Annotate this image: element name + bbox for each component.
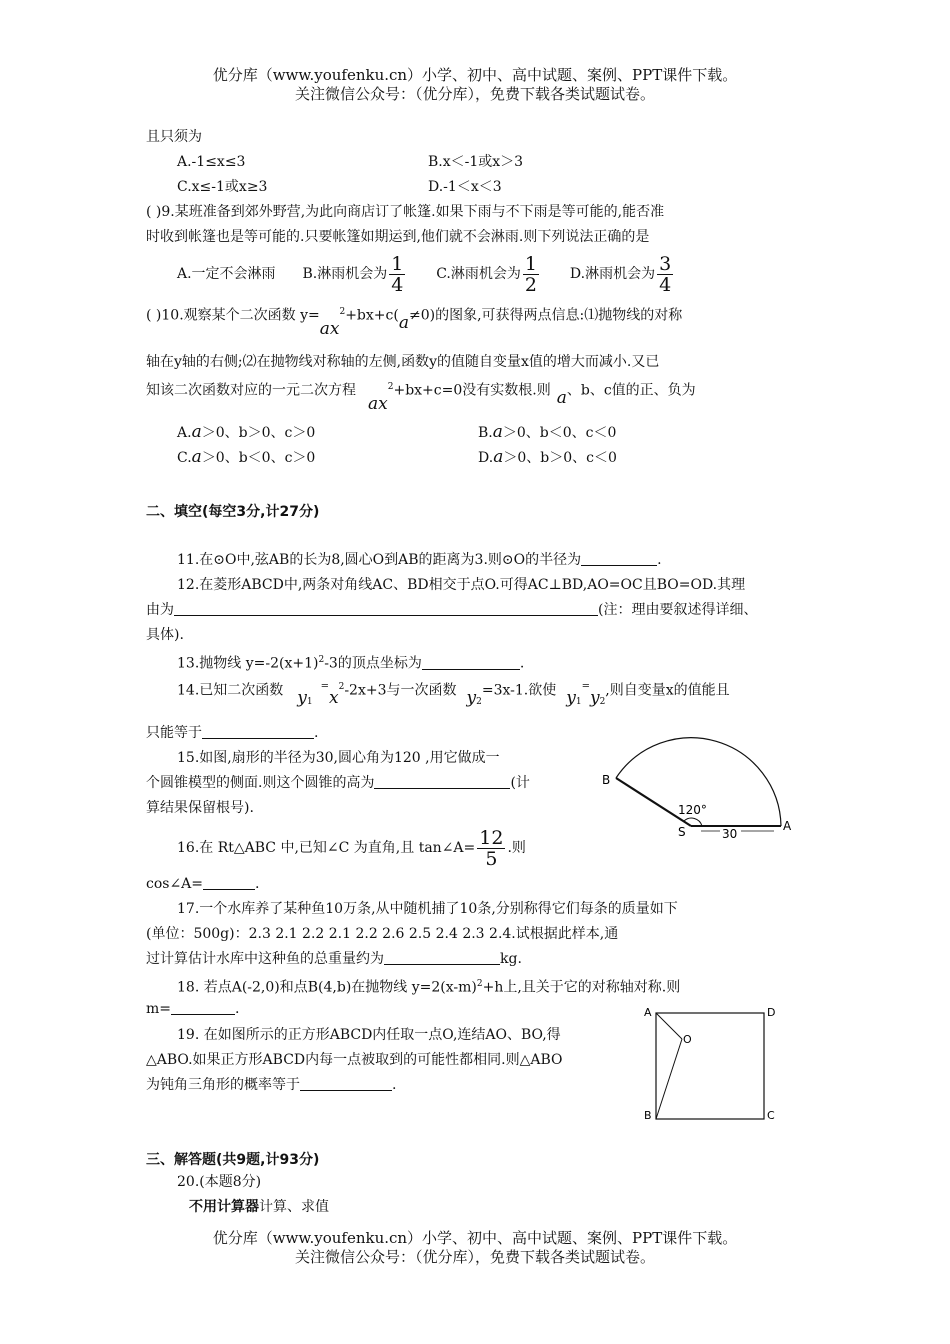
label-b: B [602,773,611,787]
q9-option-a: A.一定不会淋雨 [177,266,276,282]
section-2-title: 二、填空(每空3分,计27分) [146,504,320,520]
q17-answer-blank[interactable] [384,950,500,965]
q14-line-1: 14.已知二次函数 $y_1^=x^2-2x+3$与一次函数 $y_2=3x-1$.欲使 $y_1^=y_2$,则自变量x的值能且 [177,680,730,708]
q11: 11.在⊙O中,弦AB的长为8,圆心O到AB的距离为3.则⊙O的半径为 . [177,552,662,568]
q13-answer-blank[interactable] [422,655,520,670]
q16-answer-blank[interactable] [203,875,255,890]
q8-option-c: C.x≤-1或x≥3 [177,179,268,195]
q17-line-2: (单位：500g)：2.3 2.1 2.2 2.1 2.2 2.6 2.5 2.4 2.3 2.4.试根据此样本,通 [146,926,619,942]
page-footer [0,1229,950,1267]
q9-option-b: B.淋雨机会为 [302,266,388,282]
q9-fraction-c: $\frac{1}{2}$ [524,252,537,296]
q8-option-b: B.x＜-1或x＞3 [428,154,524,170]
q10-option-c: C.a＞0、b＜0、c＞0 [177,447,316,467]
sector-figure [598,730,798,840]
footer-line-1: 优分库（www.youfenku.cn）小学、初中、高中试题、案例、PPT课件下载。 [212,1229,738,1247]
q18-line-2: m= . [146,1001,240,1017]
q15-line-3: 算结果保留根号). [146,800,254,816]
label-radius: 30 [722,827,738,840]
q14-answer-blank[interactable] [202,724,314,739]
q18-line-1: 18. 若点A(-2,0)和点B(4,b)在抛物线 $y=2(x-m)^2+h$上,且关于它的对称轴对称.则 [177,979,681,996]
q11-answer-blank[interactable] [581,551,657,566]
q9-line-2: 时收到帐篷也是等可能的.只要帐篷如期运到,他们就不会淋雨.则下列说法正确的是 [146,229,650,245]
label-d: D [767,1006,776,1019]
q14-line-2: 只能等于 . [146,725,319,741]
q9-line-1: ( )9.某班准备到郊外野营,为此向商店订了帐篷.如果下雨与不下雨是等可能的,能否准 [146,204,665,220]
label-c: C [767,1109,775,1122]
label-a: A [783,819,792,833]
q16-line-1: 16.在 Rt△ABC 中,已知∠C 为直角,且 tan∠A= $\frac{12}{5}$ .则 [177,826,526,870]
q10-option-a: A.a＞0、b＞0、c＞0 [177,422,316,442]
q9-fraction-d: $\frac{3}{4}$ [659,252,672,296]
q20-instruction: 不用计算器计算、求值 [189,1199,329,1215]
q15-answer-blank[interactable] [374,774,510,789]
page-header [0,66,950,104]
q17-line-1: 17.一个水库养了某种鱼10万条,从中随机捕了10条,分别称得它们每条的质量如下 [177,901,678,917]
q10-line-3: 知该二次函数对应的一元二次方程$ax^2+bx+c=0$没有实数根.则 a、b、c值的正、负为 [146,382,696,414]
header-line-1: 优分库（www.youfenku.cn）小学、初中、高中试题、案例、PPT课件下载。 [212,66,738,84]
q10-option-b: B.a＞0、b＜0、c＜0 [478,422,617,442]
q10-line-1: ( )10.观察某个二次函数 $y=ax^2+bx+c(a\ne 0)$的图象,可获得两点信息:⑴抛物线的对称 [146,307,683,339]
q9-fraction-b: $\frac{1}{4}$ [391,252,404,296]
q16-fraction: $\frac{12}{5}$ [479,826,504,870]
q12-line-3: 具体). [146,627,184,643]
q19-line-1: 19. 在如图所示的正方形ABCD内任取一点O,连结AO、BO,得 [177,1027,561,1043]
q9-options [177,252,675,296]
label-s: S [678,825,686,839]
q9-option-c: C.淋雨机会为 [436,266,521,282]
q12-answer-blank[interactable] [174,601,598,616]
footer-line-2: 关注微信公众号：（优分库），免费下载各类试题试卷。 [294,1248,655,1266]
q10-line-2: 轴在y轴的右侧;⑵在抛物线对称轴的左侧,函数y的值随自变量x值的增大而减小.又已 [146,354,660,370]
header-line-2: 关注微信公众号：（优分库），免费下载各类试题试卷。 [294,85,655,103]
q20-title: 20.(本题8分) [177,1174,262,1190]
label-a: A [644,1006,652,1019]
q19-answer-blank[interactable] [300,1076,392,1091]
q19-line-3: 为钝角三角形的概率等于 . [146,1077,397,1093]
square-figure [640,1004,780,1124]
q8-tail: 且只须为 [146,129,202,145]
label-b: B [644,1109,652,1122]
q8-option-d: D.-1＜x＜3 [428,179,502,195]
q19-line-2: △ABO.如果正方形ABCD内每一点被取到的可能性都相同.则△ABO [146,1052,563,1068]
q16-line-2: cos∠A= . [146,876,260,892]
segment-bo [656,1039,682,1119]
q18-answer-blank[interactable] [171,1000,235,1015]
q8-option-a: A.-1≤x≤3 [177,154,246,170]
q15-line-2: 个圆锥模型的侧面.则这个圆锥的高为 (计 [146,775,530,791]
label-o: O [683,1033,692,1046]
label-angle: 120° [678,803,707,817]
q15-line-1: 15.如图,扇形的半径为30,圆心角为120 ,用它做成一 [177,750,500,766]
q9-option-d: D.淋雨机会为 [569,266,656,282]
q12-line-2: 由为 (注：理由要叙述得详细、 [146,602,758,618]
q10-option-d: D.a＞0、b＞0、c＜0 [478,447,617,467]
section-3-title: 三、解答题(共9题,计93分) [146,1152,320,1168]
q17-line-3: 过计算估计水库中这种鱼的总重量约为 kg. [146,951,522,967]
radius-sb [616,778,691,826]
segment-ao [656,1013,682,1039]
q12-line-1: 12.在菱形ABCD中,两条对角线AC、BD相交于点O.可得AC⊥BD,AO=OC且BO=OD.其理 [177,577,746,593]
q13: 13.抛物线 $y=-2(x+1)^2-3$的顶点坐标为 . [177,655,525,672]
